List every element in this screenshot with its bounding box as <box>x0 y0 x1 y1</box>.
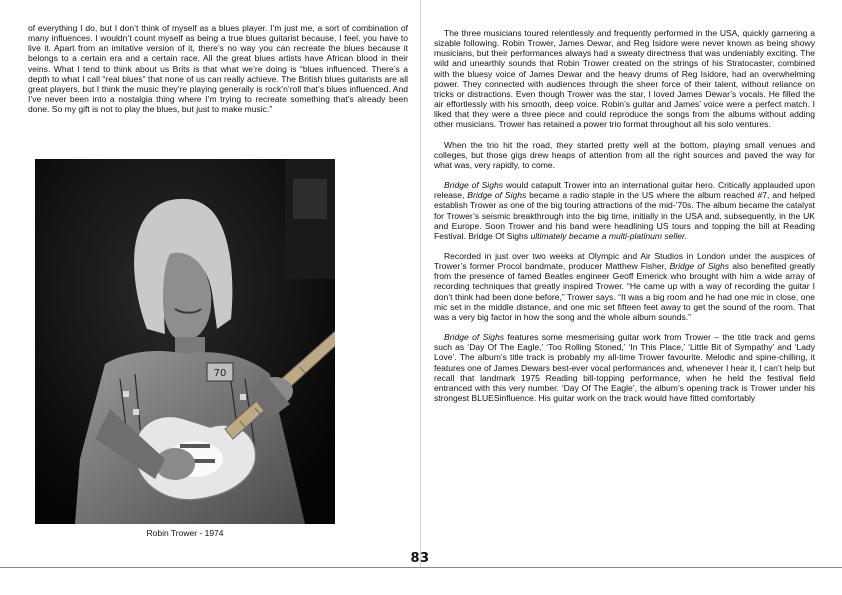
paragraph-5-text: features some mesmerising guitar work from Trower – the title track and gems such as ‘Day Of The Eagle,’ ‘Too Rolling Stoned,’ ‘In This Place,’ ‘Little Bit of Sympathy’ and ‘Lady Love’. The album’s title track is probably my all-time Trower favourite. Melodic and spine-chilling, it features one of James Dewars best-ever vocal performances and, whenever I hear it, I can’t help but recall that landmark 1975 Reading bill-topping performance, when he held the festival field entranced with this very number. ‘Day Of The Eagle’, the album’s opening track is Trower under his strongest BLUESinfluence. His guitar work on the track would have fitted comfortably <box>434 332 815 403</box>
robin-trower-photo <box>35 159 335 524</box>
page-number: 83 <box>410 551 430 566</box>
paragraph-4-text-b: also benefited greatly from the presence of famed Beatles engineer Geoff Emerick who brought with him a wide array of recording techniques that greatly inspired Trower. “He came up with a way of recording the guitar I don’t think had been done before,” Trower says. “It was a big room and he had one mic in close, one mic set in the middle distance, and one mic set fifteen feet away to get the sound of the room. That was a very big factor in how the song and the whole album sounds.” <box>434 261 815 322</box>
album-title: Bridge of Sighs <box>669 261 730 272</box>
right-body-text <box>434 28 815 403</box>
left-body-text <box>28 23 408 114</box>
right-paragraph-3 <box>434 180 815 241</box>
jacket-patch-number: 70 <box>213 368 227 379</box>
paragraph-3-italic-end: ultimately became a multi-platinum seller. <box>530 230 687 241</box>
right-paragraph-2: When the trio hit the road, they started pretty well at the bottom, playing small venues and colleges, but those gigs drew heaps of attention from all the right sources and paved the way for what was, very rapidly, to come. <box>434 139 815 170</box>
paragraph-3-text-b: became a radio staple in the US where the album reached #7, and helped establish Trower as one of the big touring attractions of the mid-’70s. The album became the catalyst for Trower’s seismic breakthrough into the big time, initially in the USA and, subsequently, in the UK and Europe. Soon Trower and his band were headlining US tours and topping the bill at Reading Festival. Bridge Of Sighs <box>434 190 815 241</box>
right-paragraph-1: The three musicians toured relentlessly and frequently performed in the USA, quickly garnering a sizable following. Robin Trower, James Dewar, and Reg Isidore were never known as being showy musicians, but their performances always had a sweaty directness that was undeniably exciting. The wild and unearthly sounds that Robin Trower created on the strings of his Stratocaster, combined with the bluesy voice of James Dewar and the heavy drums of Reg Isidore, had an overwhelming power. They connected with audiences through the sheer force of their talent, without reliance on tricks or distractions. Even though Trower was the star, I loved James Dewar’s vocals. He filled the air effortlessly with his smooth, deep voice. Robin’s guitar and James’ voice were a perfect match. I liked that they were a three piece and could reproduce the songs from the albums without adding other musicians. Trower has retained a power trio format throughout all his solo ventures. <box>434 28 815 130</box>
paragraph-4-text-a: Recorded in just over two weeks at Olympic and Air Studios in London under the auspices of Trower’s former Procol bandmate, producer Matthew Fisher, <box>434 250 815 272</box>
guitarist-photo-illustration <box>35 159 335 524</box>
paragraph-3-text-a: would catapult Trower into an international guitar hero. Critically applauded upon release, <box>434 180 815 201</box>
photo-caption: Robin Trower - 1974 <box>146 528 224 538</box>
album-title: Bridge of Sighs <box>467 190 527 201</box>
album-title: Bridge of Sighs <box>444 180 503 191</box>
footer-divider <box>0 567 842 568</box>
right-paragraph-4 <box>434 251 815 322</box>
right-paragraph-5 <box>434 332 815 403</box>
left-paragraph: of everything I do, but I don’t think of myself as a blues player. I’m just me, a sort of combination of many influences. I wouldn’t count myself as being a true blues guitarist because, I feel, you have to live it. Apart from an imitative version of it, there’s no way you can recreate the blues because it belongs to a certain era and a certain race. All the great blues artists have African blood in their veins. What I tend to think about us Brits is that what we’re doing is “blues influenced. There’s a depth to what I call “real blues” that none of us can really achieve. The British blues guitarists are all great players, but I think the music they’re playing generally is rock’n’roll that’s blues influenced. And I’ve never been into a nostalgia thing where I’m trying to recreate something that’s already been done. So my gift is not to play the blues, but just to make music.” <box>28 23 408 115</box>
album-title: Bridge of Sighs <box>444 332 505 343</box>
